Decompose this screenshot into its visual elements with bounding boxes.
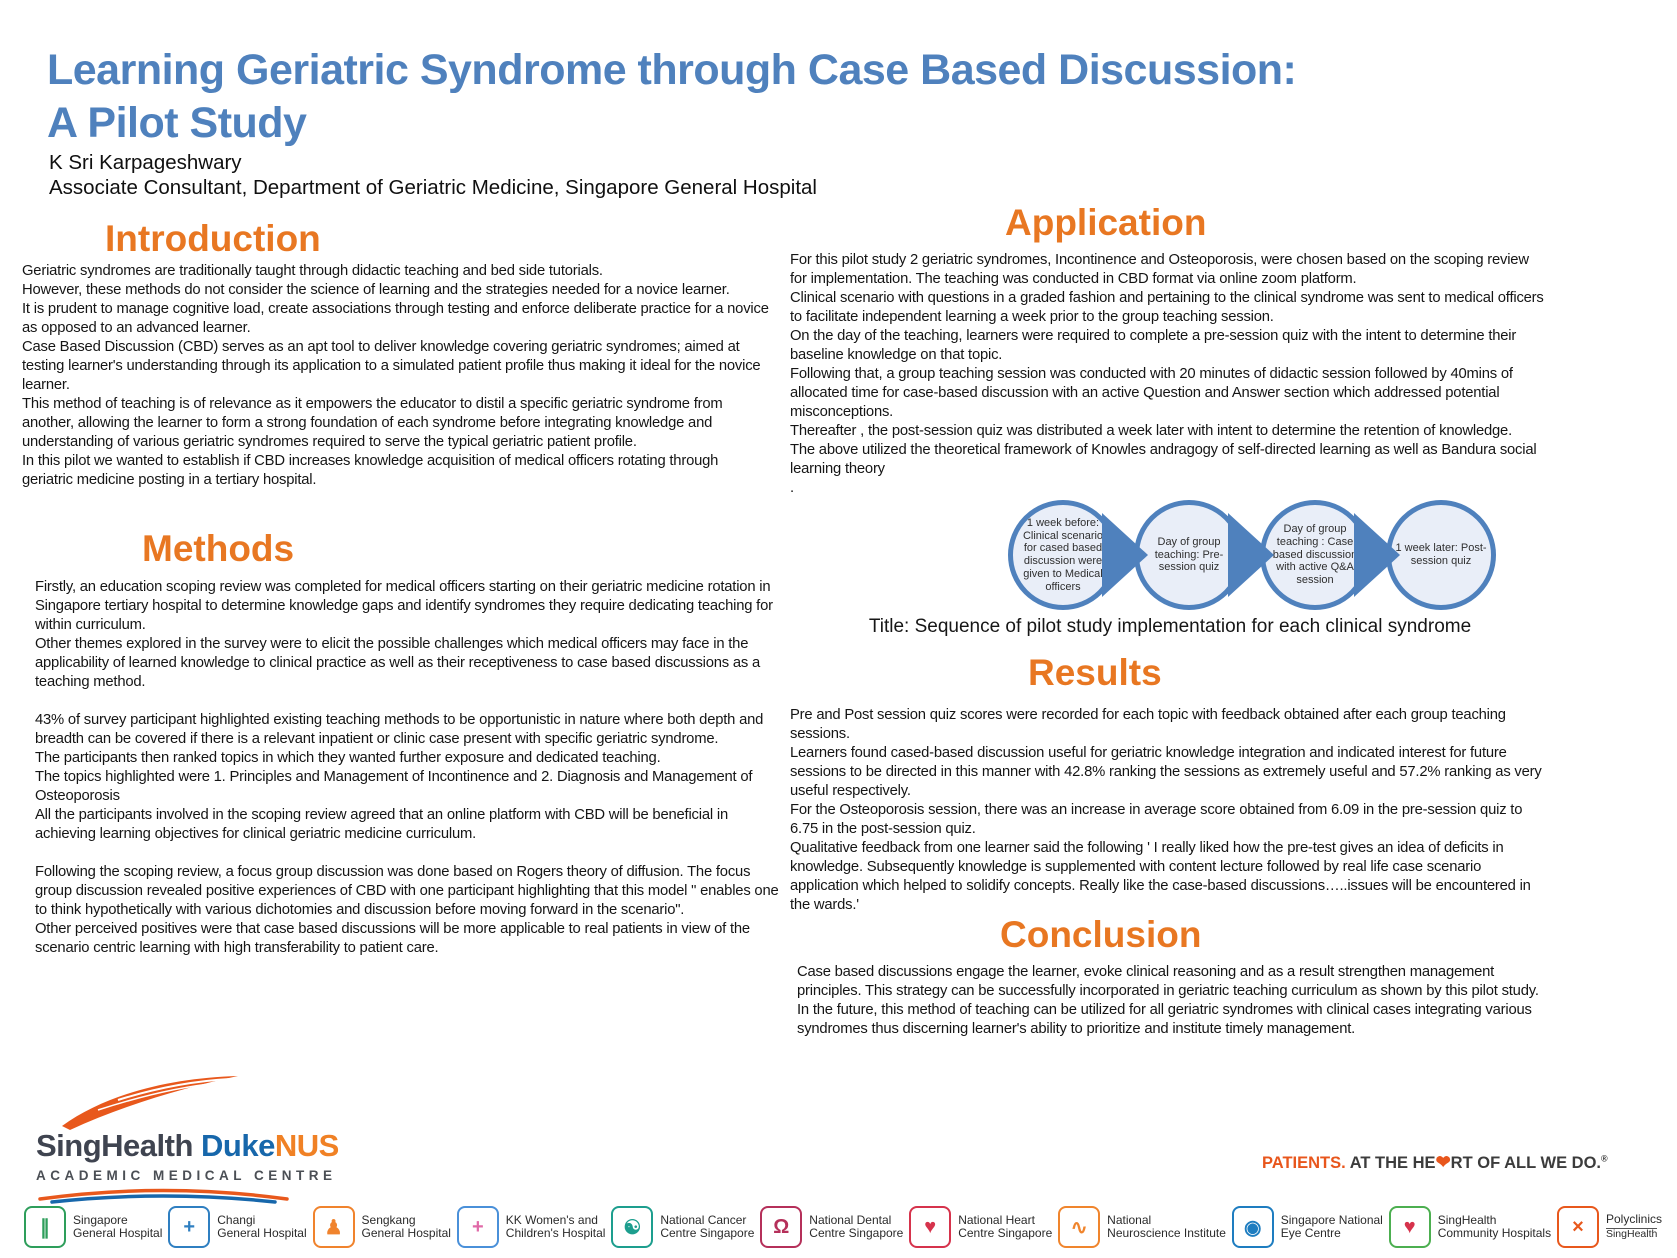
partner-name-line1: Singapore — [73, 1212, 128, 1227]
paragraph — [35, 844, 780, 863]
paragraph: The participants then ranked topics in which they wanted further exposure and dedicated teaching. — [35, 750, 661, 766]
heart-icon: ❤ — [1435, 1152, 1451, 1172]
partner-name-line1: Sengkang — [361, 1212, 416, 1227]
paragraph: Following that, a group teaching session was conducted with 20 minutes of didactic session followed by 40mins of allocated time for case-based discussion with an active Question and Answer section which addressed potential misconceptions. — [790, 366, 1513, 420]
results-heading: Results — [1028, 652, 1162, 693]
partner-name-line1: National Heart — [958, 1212, 1035, 1227]
paragraph — [35, 692, 780, 711]
singhealth-dukenus-logo — [36, 1074, 339, 1204]
paragraph: In the future, this method of teaching can be utilized for all geriatric syndromes with clinical cases integrating various syndromes thus discerning learner's ability to prioritize and institute timely management. — [797, 1002, 1532, 1037]
partner-name-line1: Polyclinics — [1605, 1211, 1662, 1226]
flow-step: Day of group teaching: Pre-session quiz — [1134, 500, 1244, 610]
partner-name-line2: Children's Hospital — [505, 1226, 606, 1240]
paragraph: Other themes explored in the survey were to elicit the possible challenges which medical officers may face in the applicability of learned knowledge to clinical practice as well as their receptiveness to case based discussions as a teaching method. — [35, 636, 761, 690]
national-cancer-centre-logo — [611, 1206, 653, 1248]
paragraph: The above utilized the theoretical framework of Knowles andragogy of self-directed learning as well as Bandura social learning theory — [790, 442, 1537, 477]
partner-name-line1: National — [1107, 1212, 1152, 1227]
partner-name-line2: General Hospital — [217, 1226, 307, 1240]
methods-heading: Methods — [142, 528, 295, 569]
nus-wordmark: NUS — [274, 1128, 339, 1163]
singhealth-wordmark: SingHealth — [36, 1128, 193, 1163]
methods-text — [35, 578, 780, 958]
paragraph: The topics highlighted were 1. Principles and Management of Incontinence and 2. Diagnosis and Management of Osteoporosis — [35, 769, 753, 804]
partner-name-line1: National Dental — [809, 1212, 892, 1227]
partner-name — [217, 1214, 306, 1241]
paragraph: This method of teaching is of relevance as it empowers the educator to distil a specific geriatric syndrome from another, allowing the learner to form a strong foundation of each syndrome before integrating knowledge and understanding of various geriatric syndromes required to serve the typical geriatric patient profile. — [22, 396, 723, 450]
paragraph: Qualitative feedback from one learner said the following ' I really liked how the pre-test gives an idea of deficits in knowledge. Subsequently knowledge is supplemented with content lecture followed by real life case scenario application which helped to solidify concepts. Really like the case-based discussions…..issues will be encountered in the wards.' — [790, 840, 1531, 913]
logo-glyph-icon: ☯ — [623, 1216, 642, 1239]
partner-logo — [1557, 1206, 1662, 1248]
partner-name — [73, 1214, 162, 1241]
partner-name — [660, 1214, 754, 1241]
national-neuroscience-institute-logo — [1058, 1206, 1100, 1248]
partner-name-line2: Community Hospitals — [1437, 1226, 1552, 1240]
logo-glyph-icon: + — [471, 1215, 484, 1238]
partner-name-line2: Centre Singapore — [660, 1226, 755, 1240]
partner-name — [506, 1214, 606, 1241]
partner-logo — [313, 1206, 451, 1248]
national-heart-centre-logo — [909, 1206, 951, 1248]
paragraph: On the day of the teaching, learners were required to complete a pre-session quiz with the intent to determine their baseline knowledge on that topic. — [790, 328, 1517, 363]
application-text — [790, 251, 1548, 498]
logo-glyph-icon: ◉ — [1244, 1216, 1262, 1239]
partner-name — [1606, 1213, 1662, 1241]
arrow-right-icon — [1354, 513, 1400, 597]
patients-tagline — [1262, 1152, 1608, 1173]
paragraph: For the Osteoporosis session, there was an increase in average score obtained from 6.09 in the pre-session quiz to 6.75 in the post-session quiz. — [790, 802, 1523, 837]
polyclinics-singhealth-logo — [1557, 1206, 1599, 1248]
partner-name-line2: Centre Singapore — [958, 1226, 1053, 1240]
partner-logo — [611, 1206, 754, 1248]
duke-wordmark: Duke — [201, 1128, 275, 1163]
application-heading: Application — [1005, 202, 1207, 243]
partner-logos-row — [24, 1206, 1662, 1248]
paragraph: Case based discussions engage the learner, evoke clinical reasoning and as a result strengthen management principles. This strategy can be successfully incorporated in geriatric teaching curriculum as shown by this pilot study. — [797, 964, 1539, 999]
flow-step: Day of group teaching : Case based discussion with active Q&A session — [1260, 500, 1370, 610]
byline — [49, 150, 817, 200]
partner-name-line1: Changi — [217, 1212, 256, 1227]
partner-name-line2: General Hospital — [73, 1226, 163, 1240]
partner-name-line2: SingHealth — [1605, 1228, 1658, 1241]
partner-name — [1281, 1214, 1383, 1241]
partner-logo — [1389, 1206, 1551, 1248]
partner-name — [1438, 1214, 1551, 1241]
partner-name-line1: Singapore National — [1280, 1212, 1383, 1227]
partner-name — [809, 1214, 903, 1241]
logo-glyph-icon: × — [1572, 1215, 1584, 1238]
poster-title — [47, 44, 1296, 151]
logo-glyph-icon: + — [183, 1215, 196, 1238]
swoosh-icon — [58, 1074, 243, 1132]
partner-name — [958, 1214, 1052, 1241]
paragraph: . — [790, 480, 794, 496]
paragraph: Following the scoping review, a focus group discussion was done based on Rogers theory of diffusion. The focus group discussion revealed positive experiences of CBD with one participant highlighting that this model " enables one to think hypothetically with various dichotomies and discussion before moving forward in the scenario". — [35, 864, 779, 918]
arrow-right-icon — [1102, 513, 1148, 597]
partner-name — [362, 1214, 451, 1241]
paragraph: Pre and Post session quiz scores were recorded for each topic with feedback obtained after each group teaching sessions. — [790, 707, 1506, 742]
author-name: K Sri Karpageshwary — [49, 151, 242, 174]
flow-diagram-caption: Title: Sequence of pilot study implementation for each clinical syndrome — [868, 616, 1472, 637]
logo-glyph-icon: ♥ — [924, 1215, 937, 1238]
partner-logo — [457, 1206, 606, 1248]
paragraph: For this pilot study 2 geriatric syndromes, Incontinence and Osteoporosis, were chosen based on the scoping review for implementation. The teaching was conducted in CBD format via online zoom platform. — [790, 252, 1529, 287]
paragraph: Firstly, an education scoping review was completed for medical officers starting on their geriatric medicine rotation in Singapore tertiary hospital to determine knowledge gaps and identify syndromes they require dedicating teaching for within curriculum. — [35, 579, 773, 633]
author-affiliation: Associate Consultant, Department of Geriatric Medicine, Singapore General Hospital — [49, 176, 817, 199]
paragraph: All the participants involved in the scoping review agreed that an online platform with CBD will be beneficial in achieving learning objectives for clinical geriatric medicine curriculum. — [35, 807, 728, 842]
logo-glyph-icon: ∿ — [1070, 1216, 1088, 1239]
national-dental-centre-logo — [760, 1206, 802, 1248]
conclusion-heading: Conclusion — [1000, 914, 1202, 955]
flow-step: 1 week later: Post-session quiz — [1386, 500, 1496, 610]
flow-step: 1 week before: Clinical scenario for cased based discussion were given to Medical officers — [1008, 500, 1118, 610]
changi-general-hospital-logo — [168, 1206, 210, 1248]
arrow-right-icon — [1228, 513, 1274, 597]
paragraph: Thereafter , the post-session quiz was distributed a week later with intent to determine the retention of knowledge. — [790, 423, 1512, 439]
logo-glyph-icon: ♥ — [1403, 1215, 1416, 1238]
partner-name-line1: National Cancer — [660, 1212, 747, 1227]
paragraph: Clinical scenario with questions in a graded fashion and pertaining to the clinical syndrome was sent to medical officers to facilitate independent learning a week prior to the group teaching session. — [790, 290, 1544, 325]
conclusion-text — [797, 963, 1542, 1039]
partner-name-line2: Centre Singapore — [809, 1226, 904, 1240]
paragraph: Geriatric syndromes are traditionally taught through didactic teaching and bed side tutorials. — [22, 263, 603, 279]
paragraph: However, these methods do not consider the science of learning and the strategies needed for a novice learner. — [22, 282, 730, 298]
results-text — [790, 706, 1550, 915]
kk-womens-childrens-hospital-logo — [457, 1206, 499, 1248]
tagline-lead: PATIENTS. — [1262, 1154, 1346, 1172]
introduction-text — [22, 262, 770, 490]
tagline-tail: RT OF ALL WE DO. — [1450, 1154, 1601, 1172]
partner-name-line2: Neuroscience Institute — [1107, 1226, 1226, 1240]
singapore-national-eye-centre-logo — [1232, 1206, 1274, 1248]
partner-logo — [909, 1206, 1052, 1248]
partner-name-line1: KK Women's and — [505, 1212, 598, 1227]
logo-glyph-icon: Ω — [773, 1215, 790, 1238]
introduction-heading: Introduction — [105, 218, 321, 259]
partner-logo — [24, 1206, 162, 1248]
partner-name-line1: SingHealth — [1437, 1212, 1497, 1227]
partner-logo — [760, 1206, 903, 1248]
poster-title-line1: Learning Geriatric Syndrome through Case Based Discussion: — [47, 46, 1297, 94]
singapore-general-hospital-logo — [24, 1206, 66, 1248]
partner-logo — [1232, 1206, 1383, 1248]
registered-mark: ® — [1601, 1153, 1608, 1164]
amc-wordmark — [36, 1128, 339, 1164]
partner-name — [1107, 1214, 1226, 1241]
partner-logo — [1058, 1206, 1226, 1248]
paragraph: Learners found cased-based discussion useful for geriatric knowledge integration and indicated interest for future sessions to be directed in this manner with 42.8% ranking the sessions as extremely useful and 57.2% ranking as very useful respectively. — [790, 745, 1542, 799]
logo-glyph-icon: ♟ — [324, 1216, 343, 1239]
singhealth-community-hospitals-logo — [1389, 1206, 1431, 1248]
poster-title-line2: A Pilot Study — [47, 99, 307, 148]
paragraph: It is prudent to manage cognitive load, create associations through testing and enforce deliberate practice for a novice as opposed to an advanced learner. — [22, 301, 769, 336]
partner-logo — [168, 1206, 306, 1248]
partner-name-line2: Eye Centre — [1280, 1226, 1341, 1240]
tagline-mid: AT THE HE — [1345, 1154, 1436, 1172]
paragraph: 43% of survey participant highlighted existing teaching methods to be opportunistic in nature where both depth and breadth can be covered if there is a relevant inpatient or clinic case present with specific geriatric syndrome. — [35, 712, 764, 747]
amc-arcs-icon — [36, 1187, 291, 1204]
sengkang-general-hospital-logo — [313, 1206, 355, 1248]
paragraph: Case Based Discussion (CBD) serves as an apt tool to deliver knowledge covering geriatric syndromes; aimed at testing learner's understanding through its application to a simulated patient profile thus making it ideal for the novice learner. — [22, 339, 761, 393]
amc-subtitle: ACADEMIC MEDICAL CENTRE — [36, 1168, 337, 1183]
logo-glyph-icon: ∥ — [40, 1216, 50, 1239]
partner-name-line2: General Hospital — [361, 1226, 451, 1240]
flow-diagram — [1008, 500, 1498, 612]
paragraph: In this pilot we wanted to establish if CBD increases knowledge acquisition of medical officers rotating through geriatric medicine posting in a tertiary hospital. — [22, 453, 719, 488]
paragraph: Other perceived positives were that case based discussions will be more applicable to real patients in view of the scenario centric learning with high transferability to patient care. — [35, 921, 750, 956]
